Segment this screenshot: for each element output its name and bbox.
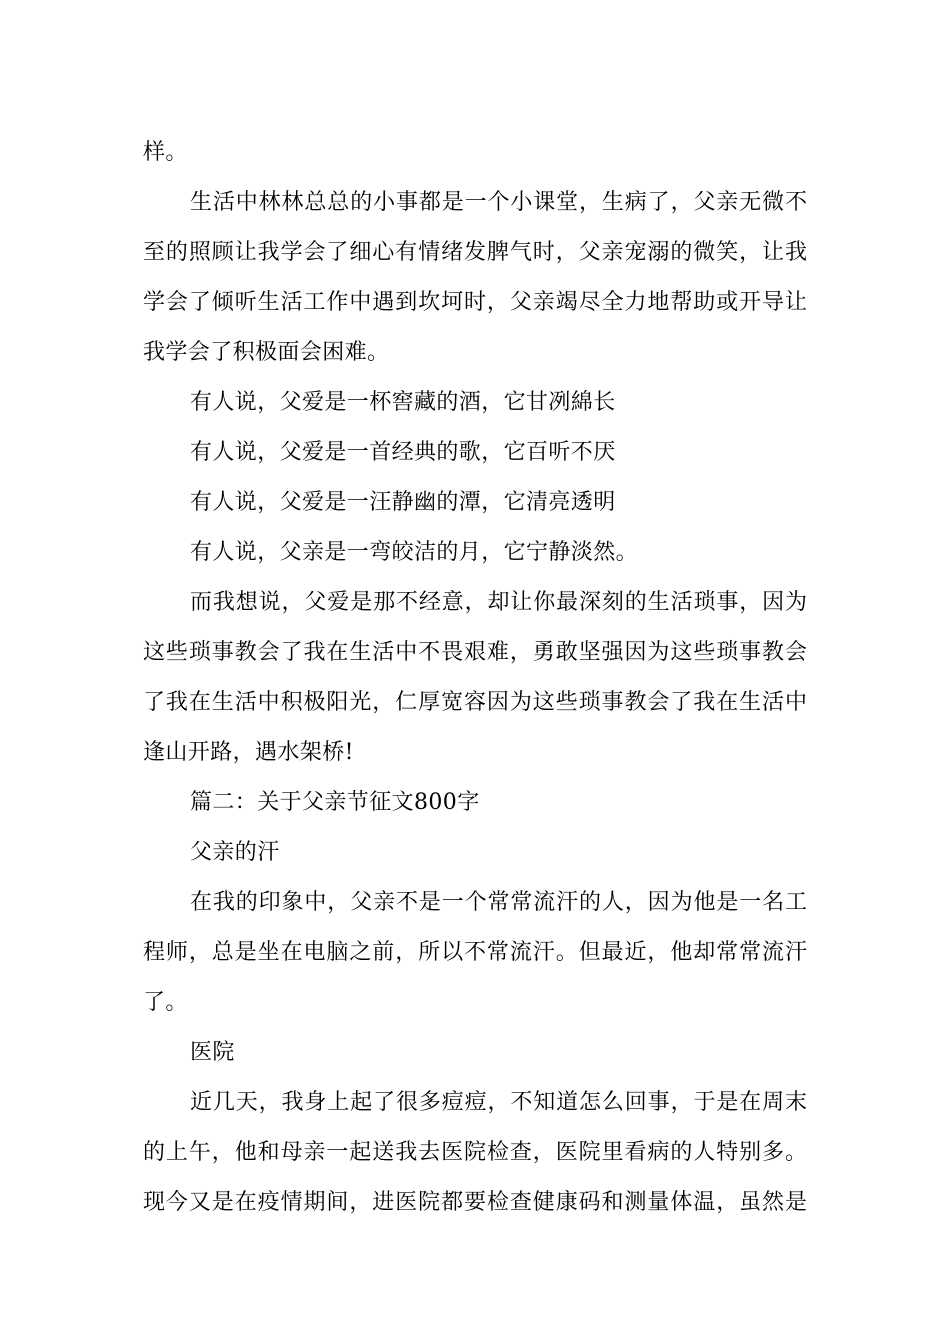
poem-line-wine: 有人说，父爱是一杯窖藏的酒，它甘冽綿长 [190, 390, 616, 415]
text-line-12: 了我在生活中积极阳光，仁厚宽容因为这些琐事教会了我在生活中 [143, 690, 807, 715]
text-line-21: 的上午，他和母亲一起送我去医院检查，医院里看病的人特别多。 [143, 1140, 807, 1165]
text-line-13: 逢山开路，遇水架桥! [143, 740, 354, 765]
text-line-4: 学会了倾听生活工作中遇到坎坷时，父亲竭尽全力地帮助或开导让 [143, 290, 807, 315]
poem-line-pool: 有人说，父爱是一汪静幽的潭，它清亮透明 [190, 490, 616, 515]
poem-line-song: 有人说，父爱是一首经典的歌，它百听不厌 [190, 440, 616, 465]
paragraph-start-i-want-to-say: 而我想说，父爱是那不经意，却让你最深刻的生活琐事，因为 [190, 590, 807, 615]
text-line-3: 至的照顾让我学会了细心有情绪发脾气时，父亲宠溺的微笑，让我 [143, 240, 807, 265]
text-line-1: 样。 [143, 140, 188, 165]
section-heading: 篇二：关于父亲节征文800字 [190, 790, 480, 815]
article-title: 父亲的汗 [190, 840, 280, 865]
paragraph-start-small-things: 生活中林林总总的小事都是一个小课堂，生病了，父亲无微不 [190, 190, 807, 215]
poem-line-moon: 有人说，父亲是一弯皎洁的月，它宁静淡然。 [190, 540, 639, 565]
text-line-11: 这些琐事教会了我在生活中不畏艰难，勇敢坚强因为这些琐事教会 [143, 640, 807, 665]
paragraph-start-impression: 在我的印象中，父亲不是一个常常流汗的人，因为他是一名工 [190, 890, 807, 915]
document-body [143, 128, 807, 1228]
text-line-22: 现今又是在疫情期间，进医院都要检查健康码和测量体温，虽然是 [143, 1190, 807, 1215]
text-line-17: 程师，总是坐在电脑之前，所以不常流汗。但最近，他却常常流汗 [143, 940, 807, 965]
subsection-heading-hospital: 医院 [190, 1040, 235, 1065]
text-line-18: 了。 [143, 990, 188, 1015]
text-line-5: 我学会了积极面会困难。 [143, 340, 390, 365]
paragraph-start-recent-days: 近几天，我身上起了很多痘痘，不知道怎么回事，于是在周末 [190, 1090, 807, 1115]
